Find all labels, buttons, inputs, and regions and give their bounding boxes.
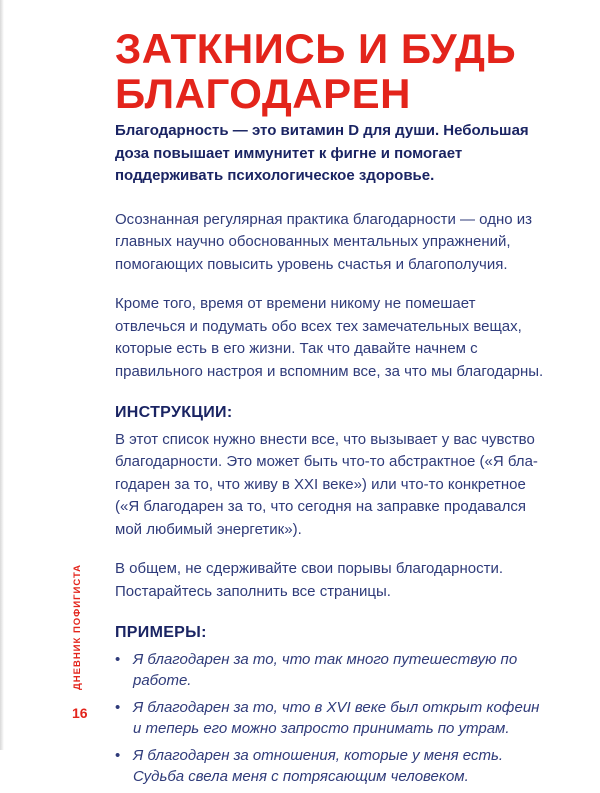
page-title: ЗАТКНИСЬ И БУДЬ БЛАГОДАРЕН: [115, 25, 517, 117]
example-text: Я благодарен за отношения, которые у меня есть. Судьба свела меня с потрясающим человеком.: [133, 746, 504, 785]
bullet-icon: •: [115, 650, 121, 668]
intro-paragraph: Благодарность — это витамин D для души. Небольшая доза повышает иммунитет к фигне и помогает поддерживать психологическое здоровье.: [115, 122, 529, 184]
book-title-side-label: ДНЕВНИК ПОФИГИСТА: [72, 563, 83, 690]
body-paragraph-1: Осознанная регулярная практика благодарности — одно из главных научно обоснованных ментальных упражнений, помогающих повысить уровень счастья и благополучия.: [115, 210, 532, 273]
page-number: 16: [72, 705, 88, 721]
page-content: [115, 120, 545, 793]
instructions-paragraph-1: В этот список нужно внести все, что вызывает у вас чувство благодарности. Это может быть что-то абстрактное («Я благодарен за то, что живу в XXI веке») или что-то конкретное («Я благодарен за то, что сегодня на заправке продавался мой любимый энергетик»).: [115, 430, 538, 538]
example-text: Я благодарен за то, что так много путешествую по работе.: [133, 650, 518, 689]
page-edge: [0, 0, 4, 750]
bullet-icon: •: [115, 746, 121, 764]
example-text: Я благодарен за то, что в XVI веке был открыт кофеин и теперь его можно запросто принимать по утрам.: [133, 698, 540, 737]
examples-heading: ПРИМЕРЫ:: [115, 624, 207, 641]
instructions-paragraph-2: В общем, не сдерживайте свои порывы благодарности. Постарайтесь заполнить все страницы.: [115, 560, 503, 600]
bullet-icon: •: [115, 698, 121, 716]
list-item: [115, 697, 545, 739]
list-item: [115, 745, 545, 787]
instructions-heading: ИНСТРУКЦИИ:: [115, 404, 233, 421]
list-item: [115, 649, 545, 691]
body-paragraph-2: Кроме того, время от времени никому не помешает отвлечься и подумать обо всех тех замечательных вещах, которые есть в его жизни. Так что давайте начнем с правильного настроя и вспомним все, за что мы благодарны.: [115, 295, 544, 380]
examples-list: [115, 649, 545, 787]
